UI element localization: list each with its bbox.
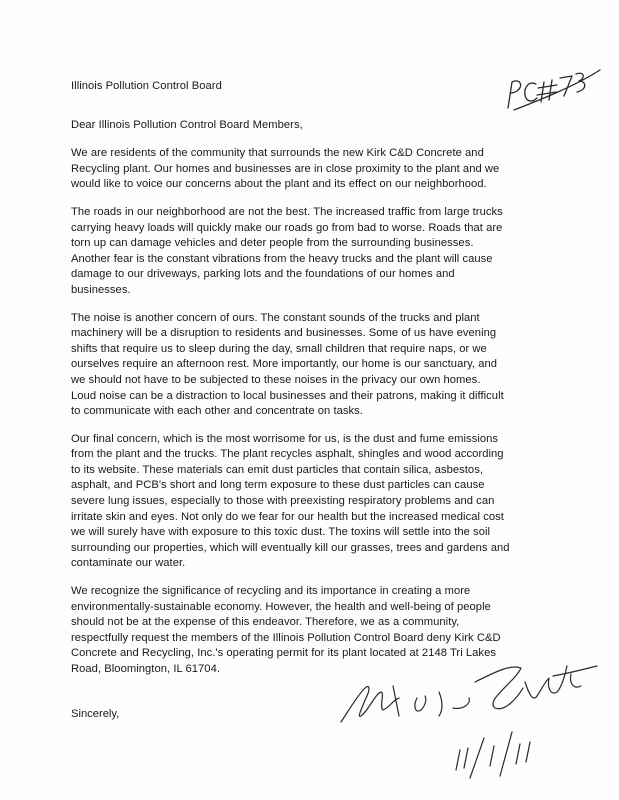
letter-body (71, 79, 571, 690)
paragraph-line: should not be at the expense of this endeavor. Therefore, we as a community, (71, 616, 460, 629)
paragraph-line: Recycling plant. Our homes and businesses are in close proximity to the plant and we (71, 162, 500, 175)
paragraph-line: contaminate our water. (71, 557, 186, 570)
paragraph-line: environmentally-sustainable economy. However, the health and well-being of people (71, 600, 491, 613)
paragraph-line: to communicate with each other and concentrate on tasks. (71, 405, 363, 418)
paragraph-line: irritate skin and eyes. Not only do we fear for our health but the increased medical cost (71, 510, 504, 523)
closing: Sincerely, (71, 708, 120, 720)
paragraph-line: severe lung issues, especially to those with preexisting respiratory problems and can (71, 495, 495, 508)
paragraph-line: Our final concern, which is the most worrisome for us, is the dust and fume emissions (71, 432, 499, 445)
paragraph-line: would like to voice our concerns about the plant and its effect on our neighborhood. (71, 178, 487, 191)
paragraph-line: The noise is another concern of ours. The constant sounds of the trucks and plant (71, 311, 480, 324)
paragraph-line: Another fear is the constant vibrations from the heavy trucks and the plant will cause (71, 252, 493, 265)
salutation: Dear Illinois Pollution Control Board Members, (71, 118, 303, 131)
handwritten-date (450, 722, 540, 782)
recipient: Illinois Pollution Control Board (71, 80, 222, 92)
paragraph-line: We recognize the significance of recycling and its importance in creating a more (71, 585, 471, 598)
paragraph-dust-concern (71, 432, 571, 572)
paragraph-roads-concern (71, 205, 571, 299)
paragraph-line: asphalt, and PCB's short and long term exposure to these dust particles can cause (71, 479, 485, 492)
paragraph-line: We are residents of the community that surrounds the new Kirk C&D Concrete and (71, 147, 484, 160)
paragraph-line: Concrete and Recycling, Inc.'s operating permit for its plant located at 2148 Tri Lakes (71, 647, 496, 660)
paragraph-line: we will surely have with exposure to this toxic dust. The toxins will settle into the soil (71, 526, 491, 539)
paragraph-line: surrounding our properties, which will eventually kill our grasses, trees and gardens and (71, 541, 510, 554)
paragraph-line: Loud noise can be a distraction to local businesses and their patrons, making it difficult (71, 389, 504, 402)
paragraph-noise-concern (71, 311, 571, 420)
paragraph-line: businesses. (71, 283, 131, 296)
paragraph-line: damage to our driveways, parking lots and the foundations of our homes and (71, 268, 455, 281)
paragraph-line: The roads in our neighborhood are not the best. The increased traffic from large trucks (71, 205, 503, 218)
paragraph-line: to its website. These materials can emit dust particles that contain silica, asbestos, (71, 463, 484, 476)
paragraph-line: from the plant and the trucks. The plant recycles asphalt, shingles and wood according (71, 448, 504, 461)
paragraph-line: Road, Bloomington, IL 61704. (71, 663, 221, 675)
paragraph-line: machinery will be a disruption to residents and businesses. Some of us have evening (71, 327, 497, 340)
paragraph-line: we should not have to be subjected to these noises in the privacy our own homes. (71, 373, 481, 386)
paragraph-residents-intro (71, 146, 571, 193)
paragraph-line: torn up can damage vehicles and deter people from the surrounding businesses. (71, 237, 474, 250)
paragraph-line: ourselves require an afternoon rest. More importantly, our home is our sanctuary, and (71, 358, 498, 371)
paragraph-line: respectfully request the members of the Illinois Pollution Control Board deny Kirk C&D (71, 631, 501, 644)
paragraph-line: carrying heavy loads will quickly make our roads go from bad to worse. Roads that are (71, 221, 503, 234)
paragraph-line: shifts that require us to sleep during the day, small children that require naps, or we (71, 342, 487, 355)
